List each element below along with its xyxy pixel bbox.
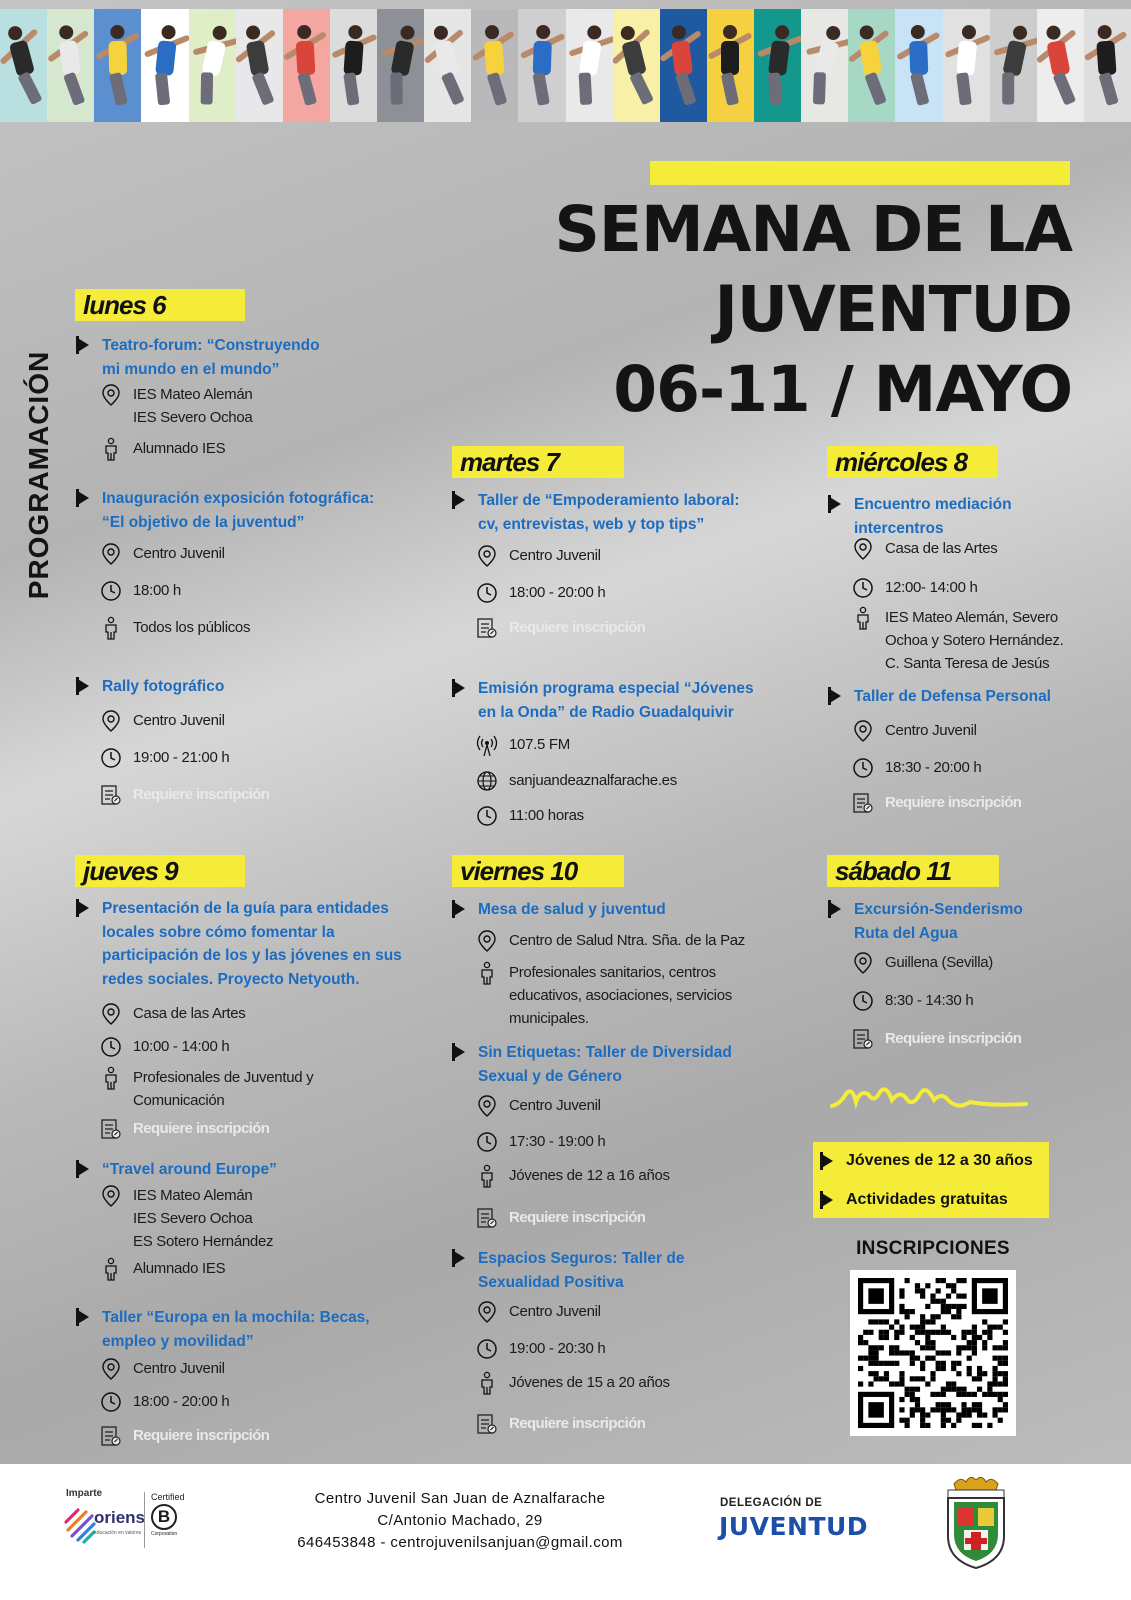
event-detail-line: 17:30 - 19:00 h [509,1133,606,1150]
event-detail-line: Alumnado IES [133,1260,226,1277]
event-title-line: Excursión-Senderismo [854,901,1023,918]
clock-icon [100,1035,122,1059]
event-detail-line: IES Mateo Alemán, Severo [885,609,1058,626]
jumping-person-icon [335,22,371,110]
delegacion-label: DELEGACIÓN DE [720,1497,823,1509]
header-photo-tile [895,9,942,122]
event-detail [852,719,977,742]
event-detail [100,783,269,806]
event-title [76,1306,370,1353]
location-icon [100,1184,122,1208]
event-detail-line: 10:00 - 14:00 h [133,1038,230,1055]
header-photo-tile [47,9,94,122]
header-photo-tile [566,9,613,122]
poster-title [300,190,1072,430]
day-label-tue: martes 7 [452,446,624,478]
event-title [76,487,374,534]
event-title [828,493,1012,540]
jumping-person-icon [663,21,703,110]
event-detail [100,383,252,429]
event-detail-line: Comunicación [133,1092,225,1109]
header-photo-tile [141,9,188,122]
event-detail [852,1027,1021,1050]
clock-icon [100,746,122,770]
event-detail [100,616,250,639]
event-title-line: Rally fotográfico [102,678,225,695]
day-label-fri: viernes 10 [452,855,624,887]
location-icon [100,1002,122,1026]
event-detail-line: Centro Juvenil [133,1360,225,1377]
event-title-line: Taller de “Empoderamiento laboral: [478,492,740,509]
event-detail [100,1035,229,1058]
title-line-3: 06-11 / MAYO [613,353,1072,426]
event-detail [100,1066,313,1112]
event-detail-line: C. Santa Teresa de Jesús [885,655,1050,672]
event-detail-line: Requiere inscripción [885,794,1022,811]
location-icon [100,383,122,407]
form-icon [100,783,122,807]
clock-icon [476,581,498,605]
event-title [76,1158,277,1182]
event-detail [476,1300,601,1323]
age-info [818,1150,1033,1172]
event-detail [476,1164,670,1187]
event-detail-line: ES Sotero Hernández [133,1233,274,1250]
event-title-line: en la Onda” de Radio Guadalquivir [478,703,734,721]
jumping-person-icon [525,23,558,110]
person-icon [476,1164,498,1188]
location-icon [476,1094,498,1118]
header-photo-tile [424,9,471,122]
event-detail [100,579,181,602]
header-photo-tile [660,9,707,122]
play-arrow-icon [76,900,89,916]
event-detail-line: Guillena (Sevilla) [885,954,993,971]
event-title-line: “Travel around Europe” [102,1161,277,1178]
jumping-person-icon [990,21,1037,111]
event-detail [100,746,229,769]
jumping-person-icon [50,21,92,110]
event-title-line: participación de los y las jóvenes en sus [102,947,402,964]
bcorp-b-icon: B [151,1504,177,1530]
event-detail [852,576,978,599]
play-arrow-icon [828,688,841,704]
day-label-mon: lunes 6 [75,289,245,321]
clock-icon [100,579,122,603]
location-icon [852,719,874,743]
title-line-1: SEMANA DE LA [554,193,1072,266]
header-photo-tile [990,9,1037,122]
event-detail-line: 11:00 horas [509,807,584,824]
event-detail-line: Jóvenes de 12 a 16 años [509,1167,670,1184]
jumping-person-icon [568,21,611,111]
location-icon [100,1357,122,1381]
event-title [452,677,754,724]
bcorp-certified-text: Certified [151,1492,185,1502]
event-detail-line: sanjuandeaznalfarache.es [509,772,677,789]
jumping-person-icon [102,23,133,110]
bcorp-badge [144,1492,194,1548]
event-title [828,898,1023,945]
header-photo-tile [1084,9,1131,122]
event-detail-line: 8:30 - 14:30 h [885,992,974,1009]
event-detail [852,606,1063,675]
address-line-3: 646453848 - centrojuvenilsanjuan@gmail.com [297,1534,623,1551]
form-icon [852,1027,874,1051]
jumping-person-icon [424,21,471,111]
event-detail-line: Requiere inscripción [133,786,270,803]
event-detail-line: Casa de las Artes [885,540,998,557]
day-label-wed: miércoles 8 [827,446,997,478]
jumping-person-icon [715,23,745,109]
event-detail-line: Centro Juvenil [509,1303,601,1320]
person-icon [476,1371,498,1395]
header-photo-tile [236,9,283,122]
person-icon [100,1257,122,1281]
juventud-wordmark: JUVENTUD [719,1512,869,1541]
location-icon [100,709,122,733]
form-icon [476,1412,498,1436]
clock-icon [852,576,874,600]
event-title-line: Emisión programa especial “Jóvenes [478,680,754,697]
person-icon [100,1066,122,1090]
oriens-tagline: educación en valores [94,1530,142,1536]
event-detail-line: 19:00 - 21:00 h [133,749,230,766]
play-arrow-icon [828,496,841,512]
event-detail [476,1094,601,1117]
event-title-line: mi mundo en el mundo” [102,360,280,378]
event-title-line: redes sociales. Proyecto Netyouth. [102,970,360,988]
event-detail [476,769,677,792]
clock-icon [476,804,498,828]
event-detail [476,1337,605,1360]
event-title-line: Encuentro mediación [854,496,1012,513]
event-detail-line: Ochoa y Sotero Hernández. [885,632,1064,649]
event-detail-line: Centro Juvenil [509,1097,601,1114]
header-photo-tile [1037,9,1084,122]
jumping-person-icon [801,21,848,112]
programacion-text: PROGRAMACIÓN [23,350,54,600]
jumping-person-icon [378,21,424,111]
event-detail-line: 19:00 - 20:30 h [509,1340,606,1357]
address-line-2: C/Antonio Machado, 29 [377,1512,543,1529]
header-photo-tile [801,9,848,122]
event-detail [100,437,225,460]
event-detail [476,929,745,952]
event-detail [100,1002,245,1025]
header-photo-tile [189,9,236,122]
event-detail [476,1130,605,1153]
play-arrow-icon [76,1161,89,1177]
jumping-person-icon [476,22,513,110]
location-icon [100,542,122,566]
event-title-line: Espacios Seguros: Taller de [478,1250,685,1267]
event-detail [852,791,1021,814]
event-detail [100,1424,269,1447]
event-detail-line: Requiere inscripción [509,1209,646,1226]
event-title [76,897,402,991]
event-title-line: Sin Etiquetas: Taller de Diversidad [478,1044,732,1061]
header-photo-tile [0,9,47,122]
event-title-line: cv, entrevistas, web y top tips” [478,515,705,533]
event-detail-line: 12:00- 14:00 h [885,579,978,596]
clock-icon [852,756,874,780]
header-photo-tile [613,9,660,122]
event-title-line: Ruta del Agua [854,924,958,942]
event-detail-line: IES Severo Ochoa [133,1210,253,1227]
event-title [452,489,740,536]
jumping-person-icon [189,21,236,112]
play-arrow-icon [76,1309,89,1325]
form-icon [100,1424,122,1448]
event-title [76,334,320,381]
event-detail [852,989,973,1012]
location-icon [476,544,498,568]
event-title [76,675,224,699]
play-arrow-icon [452,1044,465,1060]
event-detail-line: 18:00 - 20:00 h [133,1393,230,1410]
event-detail [100,709,225,732]
event-detail-line: 18:00 - 20:00 h [509,584,606,601]
header-photo-tile [754,9,801,122]
header-photo-tile [848,9,895,122]
play-arrow-icon [452,901,465,917]
event-detail-line: Todos los públicos [133,619,251,636]
event-detail [476,804,584,827]
event-detail [100,1257,225,1280]
event-title-line: Mesa de salud y juventud [478,901,666,918]
event-detail-line: Centro de Salud Ntra. Sña. de la Paz [509,932,746,949]
clock-icon [476,1337,498,1361]
registration-title: INSCRIPCIONES [856,1238,1010,1259]
jumping-person-icon [757,21,797,110]
event-title [452,1041,732,1088]
day-label-sat: sábado 11 [827,855,999,887]
location-icon [852,537,874,561]
jumping-person-icon [613,21,660,112]
event-detail-line: Alumnado IES [133,440,226,457]
programacion-vertical-label [22,300,56,650]
header-photo-tile [518,9,565,122]
play-arrow-icon [76,490,89,506]
header-photo-tile [707,9,754,122]
event-title [452,1247,684,1294]
event-detail [100,1390,229,1413]
form-icon [852,791,874,815]
event-detail-line: Requiere inscripción [509,1415,646,1432]
play-arrow-icon [452,680,465,696]
event-title-line: empleo y movilidad” [102,1332,254,1350]
event-detail-line: IES Mateo Alemán [133,386,253,403]
event-detail-line: IES Severo Ochoa [133,409,253,426]
event-detail-line: Centro Juvenil [885,722,977,739]
event-detail-line: Casa de las Artes [133,1005,246,1022]
clock-icon [476,1130,498,1154]
jumping-person-icon [902,23,935,110]
event-title-line: intercentros [854,519,944,537]
event-title-line: locales sobre cómo fomentar la [102,923,335,941]
yellow-squiggle-decoration [830,1080,1030,1114]
municipal-coat-of-arms-icon [940,1474,1012,1570]
form-icon [476,616,498,640]
free-text: Actividades gratuitas [846,1191,1008,1208]
play-arrow-icon [820,1192,833,1208]
event-title [828,685,1051,709]
jumping-person-icon [146,22,185,111]
event-title-line: Presentación de la guía para entidades [102,900,389,917]
form-icon [476,1206,498,1230]
event-title-line: “El objetivo de la juventud” [102,513,305,531]
play-arrow-icon [452,492,465,508]
event-detail-line: Requiere inscripción [509,619,646,636]
event-title-line: Teatro-forum: “Construyendo [102,337,320,354]
event-detail-line: Profesionales de Juventud y [133,1069,314,1086]
event-detail-line: 18:00 h [133,582,181,599]
event-detail [100,1184,273,1253]
event-title-line: Sexualidad Positiva [478,1273,624,1291]
event-detail [852,951,993,974]
title-line-2: JUVENTUD [714,273,1072,346]
event-detail-line: Centro Juvenil [133,545,225,562]
person-icon [100,437,122,461]
address-line-1: Centro Juvenil San Juan de Aznalfarache [314,1490,606,1507]
event-detail [852,537,997,560]
event-detail [852,756,981,779]
header-photo-strip [0,9,1131,122]
jumping-person-icon [289,22,323,109]
oriens-wordmark: oriens [94,1508,146,1527]
event-detail [476,1371,670,1394]
jumping-person-icon [237,21,281,111]
age-text: Jóvenes de 12 a 30 años [846,1152,1033,1169]
event-detail [476,1412,645,1435]
title-accent-bar [650,161,1070,185]
person-icon [476,961,498,985]
jumping-person-icon [1037,21,1083,111]
event-detail [476,1206,645,1229]
person-icon [100,616,122,640]
header-photo-tile [377,9,424,122]
event-detail [476,961,732,1030]
event-detail [476,544,601,567]
event-title-line: Taller de Defensa Personal [854,688,1051,705]
imparte-label: Imparte [66,1488,103,1499]
event-detail-line: Profesionales sanitarios, centros [509,964,716,981]
location-icon [852,951,874,975]
event-detail-line: IES Mateo Alemán [133,1187,253,1204]
event-detail [476,616,645,639]
free-info [818,1189,1008,1211]
event-title-line: Sexual y de Género [478,1067,622,1085]
event-title [452,898,666,922]
event-detail-line: Centro Juvenil [509,547,601,564]
event-detail [100,1357,225,1380]
location-icon [476,929,498,953]
event-detail-line: Requiere inscripción [133,1120,270,1137]
globe-icon [476,769,498,793]
play-arrow-icon [452,1250,465,1266]
header-photo-tile [943,9,990,122]
play-arrow-icon [828,901,841,917]
play-arrow-icon [76,337,89,353]
clock-icon [100,1390,122,1414]
bcorp-corporation-text: Corporation [151,1531,178,1537]
event-detail [476,733,570,756]
play-arrow-icon [76,678,89,694]
event-detail-line: Requiere inscripción [133,1427,270,1444]
event-detail-line: educativos, asociaciones, servicios [509,987,732,1004]
person-icon [852,606,874,630]
jumping-person-icon [0,21,47,112]
play-arrow-icon [820,1153,833,1169]
header-photo-tile [330,9,377,122]
form-icon [100,1117,122,1141]
jumping-person-icon [947,22,984,110]
registration-qr-code[interactable] [850,1270,1016,1436]
header-photo-tile [283,9,330,122]
footer-address [265,1488,655,1554]
event-detail [100,1117,269,1140]
header-photo-tile [94,9,141,122]
event-title-line: Taller “Europa en la mochila: Becas, [102,1309,370,1326]
event-title-line: Inauguración exposición fotográfica: [102,490,375,507]
qr-code-icon [858,1278,1008,1428]
event-detail-line: Jóvenes de 15 a 20 años [509,1374,670,1391]
event-detail-line: 107.5 FM [509,736,570,753]
clock-icon [852,989,874,1013]
jumping-person-icon [1089,22,1125,110]
event-detail-line: municipales. [509,1010,589,1027]
event-detail [100,542,225,565]
event-detail-line: 18:30 - 20:00 h [885,759,982,776]
header-photo-tile [471,9,518,122]
event-detail [476,581,605,604]
radio-icon [476,733,498,757]
jumping-person-icon [850,21,893,111]
location-icon [476,1300,498,1324]
event-detail-line: Centro Juvenil [133,712,225,729]
event-detail-line: Requiere inscripción [885,1030,1022,1047]
day-label-thu: jueves 9 [75,855,245,887]
